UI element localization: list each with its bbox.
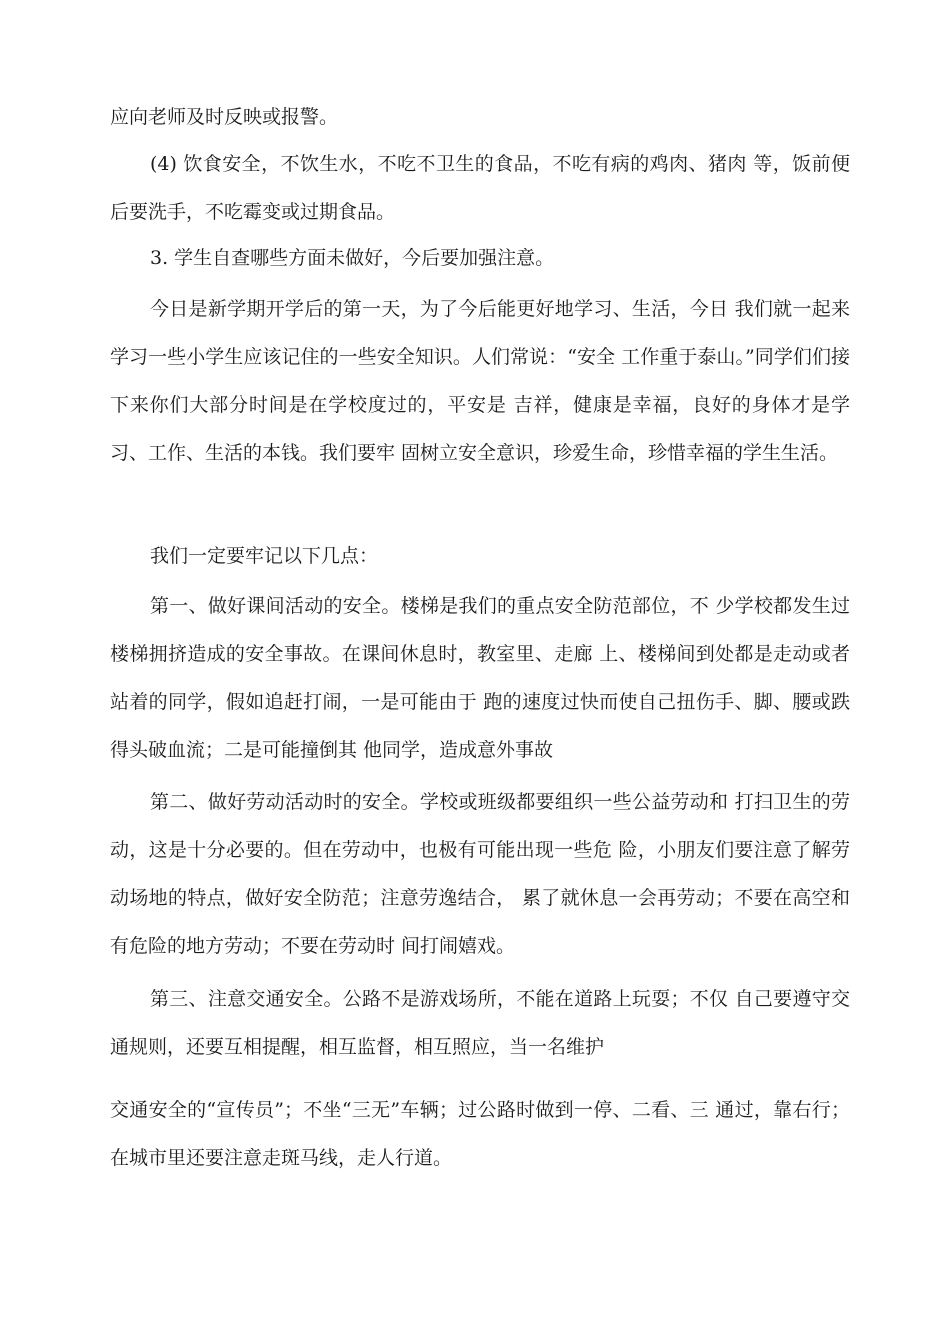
- paragraph-8: 第三、注意交通安全。公路不是游戏场所，不能在道路上玩耍；不仅 自己要遵守交通规则，还要互相提醒，相互监督，相互照应，当一名维护: [110, 988, 850, 1058]
- paragraph-5: 我们一定要牢记以下几点：: [150, 545, 379, 567]
- paragraph-9: 交通安全的“宣传员”；不坐“三无”车辆；过公路时做到一停、二看、三 通过，靠右行；在城市里还要注意走斑马线，走人行道。: [110, 1099, 850, 1169]
- paragraph-1: 应向老师及时反映或报警。: [110, 106, 339, 128]
- paragraph-6: 第一、做好课间活动的安全。楼梯是我们的重点安全防范部位，不 少学校都发生过楼梯拥挤造成的安全事故。在课间休息时，教室里、走廊 上、楼梯间到处都是走动或者站着的同学，假如追赶打闹，一是可能由于 跑的速度过快而使自己扭伤手、脚、腰或跌得头破血流；二是可能撞倒其 他同学，造成意外事故: [110, 595, 850, 761]
- paragraph-2: (4) 饮食安全，不饮生水，不吃不卫生的食品，不吃有病的鸡肉、猪肉 等，饭前便后要洗手，不吃霉变或过期食品。: [110, 153, 850, 223]
- paragraph-4: 今日是新学期开学后的第一天，为了今后能更好地学习、生活，今日 我们就一起来学习一些小学生应该记住的一些安全知识。人们常说：“安全 工作重于泰山。”同学们们接下来你们大部分时间是在学校度过的，平安是 吉祥，健康是幸福，良好的身体才是学习、工作、生活的本钱。我们要牢 固树立安全意识，珍爱生命，珍惜幸福的学生生活。: [110, 298, 850, 464]
- paragraph-7: 第二、做好劳动活动时的安全。学校或班级都要组织一些公益劳动和 打扫卫生的劳动，这是十分必要的。但在劳动中，也极有可能出现一些危 险，小朋友们要注意了解劳动场地的特点，做好安全防范；注意劳逸结合， 累了就休息一会再劳动；不要在高空和有危险的地方劳动；不要在劳动时 间打闹嬉戏。: [110, 791, 850, 957]
- paragraph-3: 3. 学生自查哪些方面未做好，今后要加强注意。: [150, 247, 555, 269]
